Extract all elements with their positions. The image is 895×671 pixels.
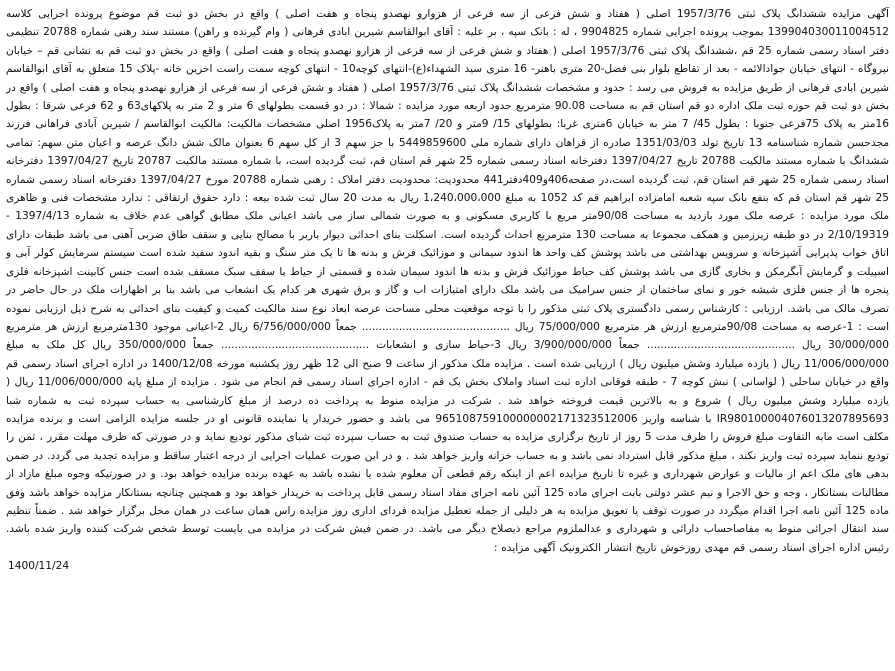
notice-body: آگهی مزایده ششدانگ پلاک ثبتی 1957/3/76 اصلی ( هفتاد و شش فرعی از سه فرعی از هزوارو نهصدو پنجاه و هفت اصلی ) واقع در بخش دو ثبت قم موضوع پرونده اجرایی کلاسه 139904030011004512 بموجب پرونده اجرایی شماره 9904825 ، له : بانک سپه ، بر علیه : آقای ابوالقاسم شیرین ابادی فرهانی ( وام گیرنده و راهن) مستند سند رهنی شماره 20788 تنظیمی دفتر اسناد رسمی شماره 25 قم ،ششدانگ پلاک ثبتی 1957/3/76 اصلی ( هفتاد و شش فرعی از سه فرعی از هزارو نهصدو پنجاه و هفت اصلی ) واقع در بخش دو ثبت قم به نشانی قم – خیابان نیروگاه - انتهای خیابان جوادالائمه - بعد از تقاطع بلوار بنی فضل-20 متری باهنر- 16 متری سید الشهداء(ع)-انتهای کوچه10 - انتهای کوچه سمت راست اخرین خانه -پلاک 15 متعلق به آقای ابوالقاسم شیرین ابادی فرهانی از طریق مزایده به فروش می رسد : حدود و مشخصات ششدانگ پلاک ثبتی 1957/3/76 اصلی ( هفتاد و شش فرعی از سه فرعی از هزارو نهصدو پنجاه و هفت اصلی ) واقع در بخش دو ثبت قم حوزه ثبت ملک اداره دو قم استان قم به مساحت 90.08 مترمربع حدود اربعه مورد مزایده : شمالا : در دو قسمت بطولهای 6 متر و 2 متر به پلاکهای63 و 62 فرعی شرقا : بطول 16متر به پلاک 75فرعی جنوبا : بطول 45/ 7 متر به خیابان 6متری غربا: بطولهای 15/ 9متر و 20/ 7متر به پلاک1956 اصلی مشخصات مالکیت: مالکیت ابوالقاسم / شیرین آبادی فراهانی فرزند مجدحسن شماره شناسنامه 13 تاریخ تولد 1351/03/03 صادره از قراهان دارای شماره ملی 5449859600 با جز سهم 3 از کل سهم 6 بعنوان مالک شش دانگ عرصه و اعیان متن سهم: تمامی ششدانگ با شماره مستند مالکیت 20788 تاریخ 1397/04/27 دفترخانه اسناد رسمی شماره 25 شهر قم استان قم، ثبت گردیده است، با شماره مستند مالکیت 20787 تاریخ 1397/04/27 دفترخانه اسناد رسمی شماره 25 شهر قم استان قم، ثبت گردیده است،در صفحه406و409دفتر441 محدودیت: محدودیت دفتر املاک : رهنی شماره 20788 مورخ 1397/04/27 دفترخانه اسناد رسمی شماره 25 شهر قم استان قم که بنفع بانک سپه شعبه امامزاده ابراهیم قم کد 1052 به مبلغ 1،240،000،000 ریال به مدت 20 سال ثبت شده بیعه : دارد حقوق ارتفاقی : ندارد مشخصات فنی و ظاهری ملک مورد مزایده : عرصه ملک مورد بازدید به مساحت 90/08متر مربع با کاربری مسکونی و به صورت شمالی ساز می باشد اعیانی ملک مطابق گواهی عدم خلاف به شماره 1397/4/13 - 2/10/19319 در دو طبقه زیرزمین و همکف مجموعا به مساحت 130 مترمربع احداث گردیده است. اسکلت بنای احداثی دیوار باربر با مصالح بنایی و سقف طاق ضربی آهنی می باشد طبقات دارای اتاق خواب پذیرایی آشپزخانه و سرویس بهداشتی می باشد پوشش کف واحد ها اندود سیمانی و موزائیک فرش و بدنه ها تا یک متر سنگ و بقیه اندود سفید شده است سیستم سرمایش کولر آبی و اسپیلت و گرمایش آبگرمکن و بخاری گازی می باشد پوشش کف حیاط موزائیک فرش و بدنه ها اندود سیمان شده و قسمتی از حیاط با سقف سبک مسقف شده است جنس کابینت اشپزخانه فلزی پنجره ها از جنس فلزی شیشه خور و نمای ساختمان از جنس سرامیک می باشد ملک دارای امتیازات اب و گاز و برق شهری هر کدام یک انشعاب می باشد بنا بر اظهارات ملک در حال حاضر در تصرف مالک می باشد. ارزیابی : کارشناس رسمی دادگستری پلاک ثبتی مذکور را با توجه موقعیت محلی مساحت عرصه ابعاد نوع سند مالکیت کمیت و کیفیت بنای احداثی به شرح ذیل ارزیابی نموده است : 1-عرصه به مساحت 90/08مترمربع ارزش هر مترمربع 75/000/000 ریال ............................................ جمعاً 6/756/000/000 ریال 2-اعیانی موجود 130مترمربع ارزش هر مترمربع 30/000/000 ریال ............................................ جمعاً 3/900/000/000 ریال 3-حیاط سازی و انشعابات ............................................ جمعاً 350/000/000 ریال کل ملک به مبلغ 11/006/000/000 ریال ( یازده میلیارد وشش میلیون ریال ) ارزیابی شده است . مزایده ملک مذکور از ساعت 9 صبح الی 12 ظهر روز یکشنبه مورخه 1400/12/08 در اداره اجرای اسناد رسمی قم واقع در خیابان ساحلی ( لواسانی ) نبش کوچه 7 - طبقه فوقانی اداره ثبت اسناد واملاک بخش یک قم - اداره اجرای اسناد رسمی قم انجام می شود . مزایده از مبلغ پایه 11/006/000/000 ریال ( یازده میلیارد وشش میلیون ریال ) شروع و به بالاترین قیمت فروخته خواهد شد . شرکت در مزایده منوط به پرداخت ده درصد از مبلغ کارشناسی به حساب سپرده ثبت به شماره شبا IR980100004076013207895693 با شناسه واریز 965108759100000002171323512006 می باشد و حضور خریدار یا نماینده قانونی او در جلسه مزایده الزامی است و برنده مزایده مکلف است مابه التفاوت مبلغ فروش را ظرف مدت 5 روز از تاریخ برگزاری مزایده به حساب صندوق ثبت به حساب سپرده ثبت شبای مذکور تودیع نماید و در صورتی که ظرف مهلت مقرر ، ثمن را تودیع ننماید سپرده ثبت واریز نکند ، مبلغ مذکور قابل استرداد نمی باشد و به حساب خزانه واریز خواهد شد . و در این صورت عملیات اجرایی از درجه اعتبار ساقط و مزایده تجدید می گردد. در ضمن بدهی های ملک اعم از مالیات و عوارض شهرداری و غیره تا تاریخ مزایده اعم از اینکه رقم قطعی آن معلوم شده یا نشده باشد به عهده برنده مزایده خواهد بود. و در صورتیکه وجوه مبلغ مازاد از مطالبات بستانکار ، وجه و حق الاجرا و نیم عشر دولتی بابت اجرای ماده 125 آئین نامه اجرای مفاد اسناد رسمی قابل پرداخت به خریدار خواهد بود و همچنین چنانچه بستانکار مزایده خواهد باشد وفق ماده 125 آئین نامه اجرا اقدام میگردد در صورت توقف یا تعویق مزایده به هر دلیلی از جمله تعطیل مزایده فردای اداری روز مزایده راس همان ساعت در همان محل برگزار خواهد شد . ضمناً تنظیم سند انتقال اجرائی منوط به مفاصاحساب دارائی و شهرداری و عدالملزوم مراجع ذیصلاح دیگر می باشد. در ضمن فیش شرکت در مزایده می بایست توسط شخص شرکت کننده واریز شده باشد. رئیس اداره اجرای اسناد رسمی قم مهدی روزخوش تاریخ انتشار الکترونیک آگهی مزایده : xyxy=(6,8,890,554)
publish-date: 1400/11/24 xyxy=(8,560,70,573)
